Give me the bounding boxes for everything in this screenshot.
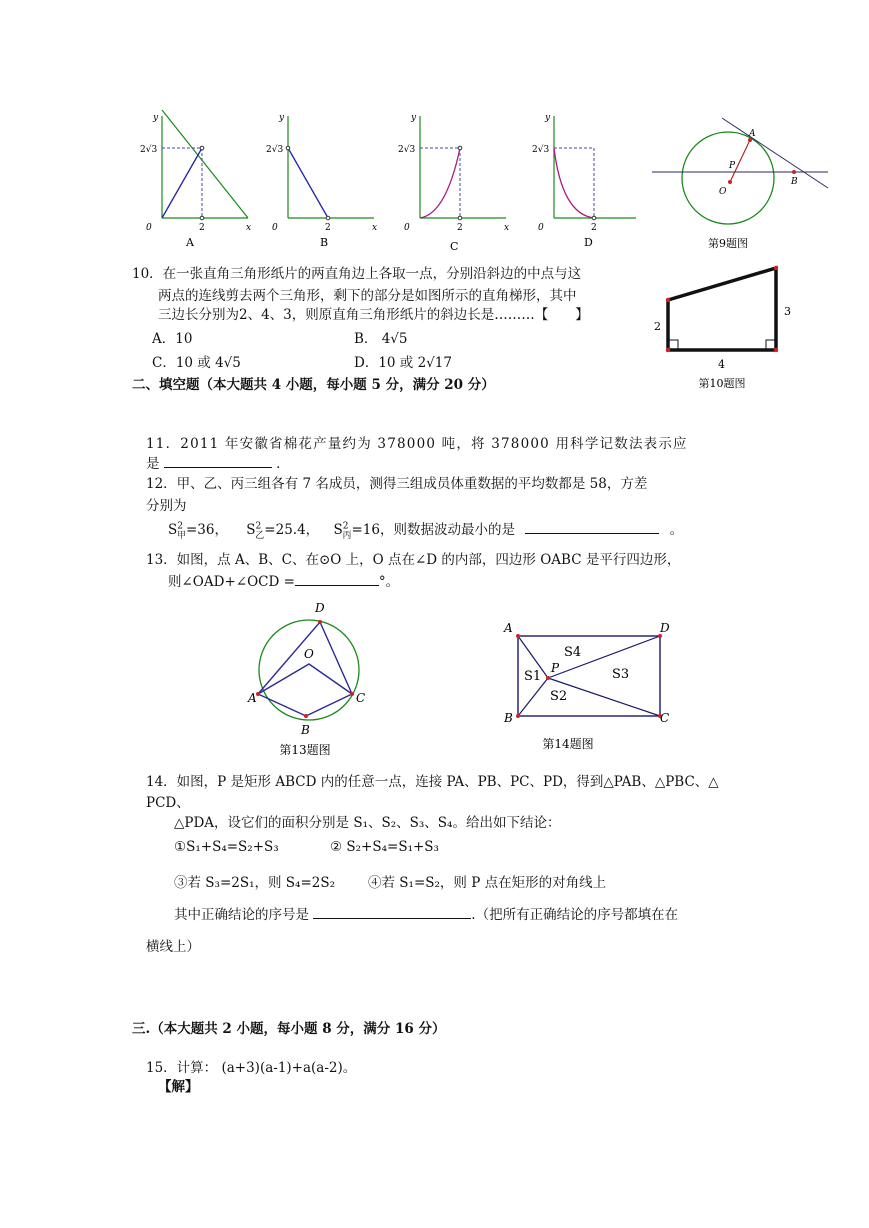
svg-text:2: 2 [325, 223, 331, 233]
svg-text:3: 3 [784, 305, 791, 318]
svg-text:y: y [279, 113, 285, 123]
q14-line2: PCD、 [146, 795, 190, 811]
q12-answer-blank[interactable] [525, 519, 659, 534]
svg-text:C: C [660, 711, 670, 725]
svg-text:D: D [660, 621, 670, 635]
svg-text:y: y [545, 113, 551, 123]
q11-line2: 是 ． [146, 452, 290, 472]
svg-text:y: y [411, 113, 417, 123]
svg-text:P: P [551, 661, 560, 675]
q14-conclusion-2: ② S₂+S₄=S₁+S₃ [330, 839, 439, 855]
svg-text:2: 2 [199, 223, 205, 233]
svg-text:O: O [719, 187, 727, 197]
graph-b [266, 110, 376, 250]
svg-text:0: 0 [538, 223, 544, 233]
q12-line1: 12．甲、乙、丙三组各有 7 名成员，测得三组成员体重数据的平均数都是 58，方差 [146, 476, 648, 492]
svg-text:P: P [729, 161, 736, 171]
svg-text:2√3: 2√3 [532, 145, 550, 155]
svg-text:D: D [315, 601, 325, 615]
q10-option-b: B． 4√5 [354, 331, 408, 347]
figure-caption: 第13题图 [279, 743, 331, 757]
graph-a [140, 110, 250, 250]
svg-text:B: B [791, 177, 798, 187]
q13-answer-blank[interactable] [295, 571, 379, 586]
svg-text:0: 0 [404, 223, 410, 233]
q10-option-c: C．10 或 4√5 [152, 355, 241, 371]
figure-10 [650, 260, 810, 390]
svg-text:2√3: 2√3 [140, 145, 158, 155]
svg-text:0: 0 [146, 223, 152, 233]
circle [682, 132, 774, 224]
q14-conclusion-3: ③若 S₃=2S₁，则 S₄=2S₂ [174, 875, 336, 891]
svg-text:S4: S4 [564, 645, 582, 660]
svg-text:C: C [356, 691, 366, 705]
figure-13 [244, 598, 384, 758]
svg-text:A: A [749, 129, 756, 139]
section-2-heading: 二、填空题（本大题共 4 小题，每小题 5 分，满分 20 分） [132, 377, 495, 393]
q14-line1: 14．如图，P 是矩形 ABCD 内的任意一点，连接 PA、PB、PC、PD，得到△PAB、△PBC、△ [146, 774, 719, 790]
q10-line2: 两点的连线剪去两个三角形，剩下的部分是如图所示的直角梯形，其中 [158, 288, 577, 304]
q10-line3: 三边长分别为2、4、3，则原直角三角形纸片的斜边长是………【 】 [158, 307, 589, 323]
svg-text:x: x [504, 223, 510, 233]
q14-conclusion-1: ①S₁+S₄=S₂+S₃ [174, 839, 279, 855]
q10-line1: 10．在一张直角三角形纸片的两直角边上各取一点，分别沿斜边的中点与这 [132, 266, 582, 282]
graph-caption: D [584, 236, 593, 249]
svg-text:4: 4 [718, 358, 725, 371]
section-3-heading: 三.（本大题共 2 小题，每小题 8 分，满分 16 分） [132, 1021, 446, 1037]
q12-line2: 分别为 [146, 498, 187, 514]
q14-line4: 其中正确结论的序号是 .（把所有正确结论的序号都填在在 [174, 903, 678, 923]
q14-line5: 横线上） [146, 939, 200, 955]
figure-14 [500, 618, 700, 758]
graph-caption: B [320, 236, 329, 249]
svg-text:A: A [504, 621, 513, 635]
graph-line [288, 148, 328, 218]
svg-text:S3: S3 [612, 667, 630, 682]
graph-curve [420, 148, 460, 218]
q11-line1: 11．2011 年安徽省棉花产量约为 378000 吨，将 378000 用科学记数法表示应 [146, 436, 688, 452]
graph-curve [554, 148, 594, 218]
svg-text:O: O [304, 647, 314, 661]
svg-text:B: B [504, 711, 513, 725]
graph-c [398, 110, 510, 253]
q15-solution-label: 【解】 [158, 1079, 199, 1095]
q13-line2: 则∠OAD+∠OCD = °。 [168, 570, 399, 590]
trapezoid [668, 268, 776, 350]
graph-d [532, 110, 642, 250]
svg-text:S2: S2 [550, 689, 568, 704]
svg-text:0: 0 [272, 223, 278, 233]
svg-text:A: A [248, 691, 257, 705]
q14-conclusion-4: ④若 S₁=S₂，则 P 点在矩形的对角线上 [368, 875, 607, 891]
graph-line [162, 148, 202, 218]
svg-text:2: 2 [457, 223, 463, 233]
figure-caption: 第9题图 [708, 237, 748, 250]
q14-line3: △PDA，设它们的面积分别是 S₁、S₂、S₃、S₄。给出如下结论： [174, 815, 561, 831]
svg-text:2: 2 [591, 223, 597, 233]
q10-option-d: D．10 或 2√17 [354, 355, 452, 371]
svg-text:x: x [246, 223, 252, 233]
svg-text:B: B [301, 723, 310, 737]
figure-caption: 第14题图 [542, 737, 594, 751]
q10-option-a: A．10 [152, 331, 193, 347]
x-axis [162, 110, 248, 218]
figure-caption: 第10题图 [698, 377, 746, 390]
q14-answer-blank[interactable] [313, 904, 471, 919]
graph-caption: C [450, 240, 459, 253]
svg-text:x: x [372, 223, 378, 233]
y-axis-label: y [153, 113, 159, 123]
q13-line1: 13．如图，点 A、B、C、在⊙O 上，O 点在∠D 的内部，四边形 OABC 是平行四边形， [146, 552, 681, 568]
svg-text:2√3: 2√3 [266, 145, 284, 155]
q11-answer-blank[interactable] [164, 453, 272, 468]
svg-text:2: 2 [654, 320, 661, 333]
svg-text:S1: S1 [524, 669, 542, 684]
svg-text:2√3: 2√3 [398, 145, 416, 155]
graph-caption: A [186, 236, 194, 249]
q15-line1: 15．计算： (a+3)(a-1)+a(a-2)。 [146, 1060, 357, 1076]
q12-variances: $S^2_甲=36$， $S^2_乙=25.4$， $S^2_丙=16$，则数据波动最小的是 。 [168, 518, 683, 541]
figure-9 [652, 110, 832, 260]
